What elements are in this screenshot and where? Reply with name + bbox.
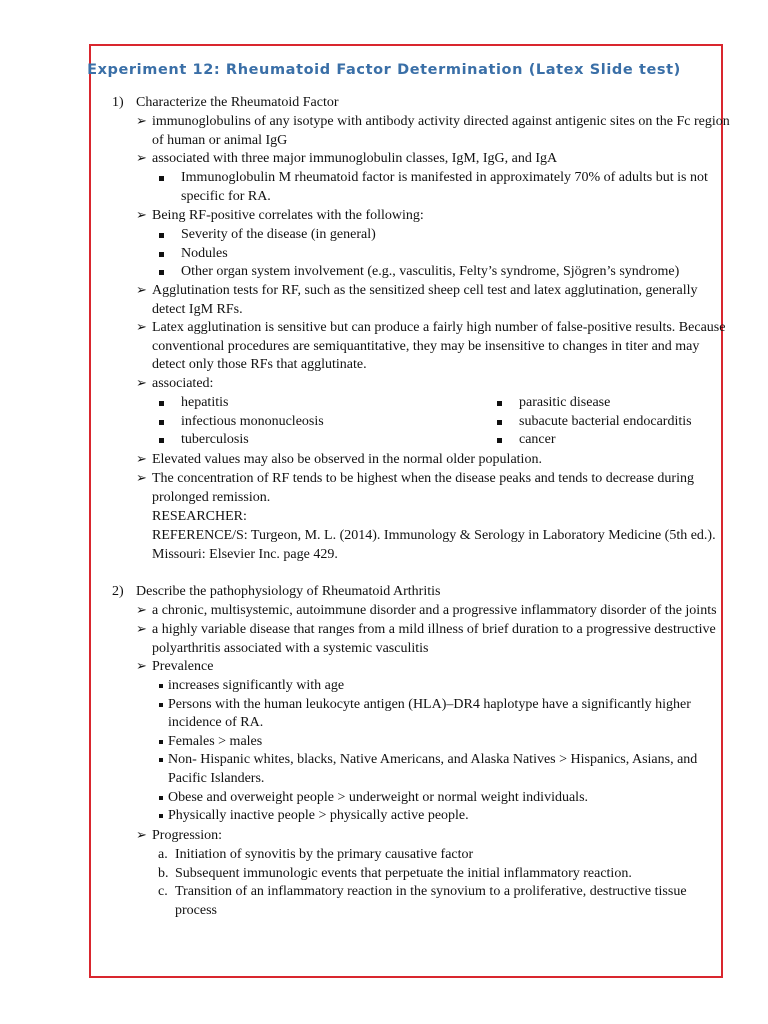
sub-bullet-text: Severity of the disease (in general) [181,227,376,242]
prevalence-item: Physically inactive people > physically active people. [168,808,469,824]
sub-bullet-text: Other organ system involvement (e.g., vasculitis, Felty’s syndrome, Sjögren’s syndrome) [181,264,680,280]
arrow-bullet-icon: ➢ [136,376,147,391]
bullet-text: Latex agglutination is sensitive but can produce a fairly high number of false-positive results. Because [152,320,726,335]
bullet-text: associated with three major immunoglobulin classes, IgM, IgG, and IgA [152,151,558,166]
square-bullet-icon [159,270,164,275]
prevalence-item: Females > males [168,733,263,749]
bullet-text: of human or animal IgG [152,132,288,148]
bullet-text: Agglutination tests for RF, such as the sensitized sheep cell test and latex agglutination, generally [152,283,698,298]
prevalence-item: incidence of RA. [168,715,264,731]
prevalence-item: Persons with the human leukocyte antigen (HLA)–DR4 haplotype have a significantly higher [168,696,691,712]
question-heading: Describe the pathophysiology of Rheumatoid Arthritis [136,584,441,599]
arrow-bullet-icon: ➢ [136,828,147,843]
question-number: 2) [112,584,124,599]
bullet-text: Progression: [152,828,222,843]
square-bullet-icon [497,420,502,425]
associated-item: hepatitis [181,395,229,410]
prevalence-item: Non- Hispanic whites, blacks, Native Americans, and Alaska Natives > Hispanics, Asians, and [168,752,698,768]
bullet-text: a chronic, multisystemic, autoimmune disorder and a progressive inflammatory disorder of the joints [152,603,717,618]
question-number: 1) [112,95,124,110]
prevalence-item: increases significantly with age [168,678,345,693]
associated-item: parasitic disease [519,395,611,410]
bullet-text: polyarthritis associated with a systemic vasculitis [152,640,429,656]
arrow-bullet-icon: ➢ [136,283,147,298]
square-bullet-icon [159,684,163,688]
square-bullet-icon [159,252,164,257]
associated-item: subacute bacterial endocarditis [519,413,692,429]
bullet-text: Being RF-positive correlates with the following: [152,208,424,223]
square-bullet-icon [497,438,502,443]
researcher-label: RESEARCHER: [152,509,247,524]
bullet-text: prolonged remission. [152,489,271,505]
bullet-text: The concentration of RF tends to be highest when the disease peaks and tends to decrease during [152,471,694,486]
arrow-bullet-icon: ➢ [136,114,147,129]
arrow-bullet-icon: ➢ [136,208,147,223]
square-bullet-icon [159,401,164,406]
associated-item: infectious mononucleosis [181,413,324,429]
square-bullet-icon [159,758,163,762]
arrow-bullet-icon: ➢ [136,603,147,618]
progression-marker: a. [158,847,168,862]
arrow-bullet-icon: ➢ [136,320,147,335]
sub-bullet-text: Nodules [181,245,228,261]
progression-marker: b. [158,865,169,881]
square-bullet-icon [159,176,164,181]
associated-item: cancer [519,432,556,448]
bullet-text: conventional procedures are semiquantitative, they may be insensitive to changes in titer and may [152,338,700,354]
square-bullet-icon [159,438,164,443]
sub-bullet-text: Immunoglobulin M rheumatoid factor is manifested in approximately 70% of adults but is not [181,170,708,185]
bullet-text: a highly variable disease that ranges from a mild illness of brief duration to a progressive destructive [152,622,716,637]
question-heading: Characterize the Rheumatoid Factor [136,95,339,110]
bullet-text: detect IgM RFs. [152,301,243,317]
square-bullet-icon [159,814,163,818]
square-bullet-icon [497,401,502,406]
arrow-bullet-icon: ➢ [136,151,147,166]
reference-text: Missouri: Elsevier Inc. page 429. [152,546,338,562]
arrow-bullet-icon: ➢ [136,471,147,486]
square-bullet-icon [159,233,164,238]
arrow-bullet-icon: ➢ [136,659,147,674]
arrow-bullet-icon: ➢ [136,622,147,637]
prevalence-item: Pacific Islanders. [168,771,265,786]
progression-item: Initiation of synovitis by the primary causative factor [175,847,474,862]
bullet-text: associated: [152,376,214,391]
progression-marker: c. [158,884,168,900]
square-bullet-icon [159,420,164,425]
square-bullet-icon [159,703,163,707]
reference-text: REFERENCE/S: Turgeon, M. L. (2014). Immunology & Serology in Laboratory Medicine (5th ed.). [152,528,716,543]
associated-item: tuberculosis [181,432,249,448]
bullet-text: detect only those RFs that agglutinate. [152,357,367,373]
arrow-bullet-icon: ➢ [136,452,147,467]
page-title: Experiment 12: Rheumatoid Factor Determination (Latex Slide test) [87,62,681,78]
progression-item: Transition of an inflammatory reaction in the synovium to a proliferative, destructive tissue [175,884,687,900]
square-bullet-icon [159,740,163,744]
sub-bullet-text: specific for RA. [181,188,271,204]
bullet-text: immunoglobulins of any isotype with antibody activity directed against antigenic sites on the Fc region [152,114,730,129]
bullet-text: Prevalence [152,659,214,674]
square-bullet-icon [159,796,163,800]
progression-item: Subsequent immunologic events that perpetuate the initial inflammatory reaction. [175,865,632,881]
bullet-text: Elevated values may also be observed in the normal older population. [152,452,542,467]
progression-item: process [175,902,217,918]
prevalence-item: Obese and overweight people > underweight or normal weight individuals. [168,789,589,805]
